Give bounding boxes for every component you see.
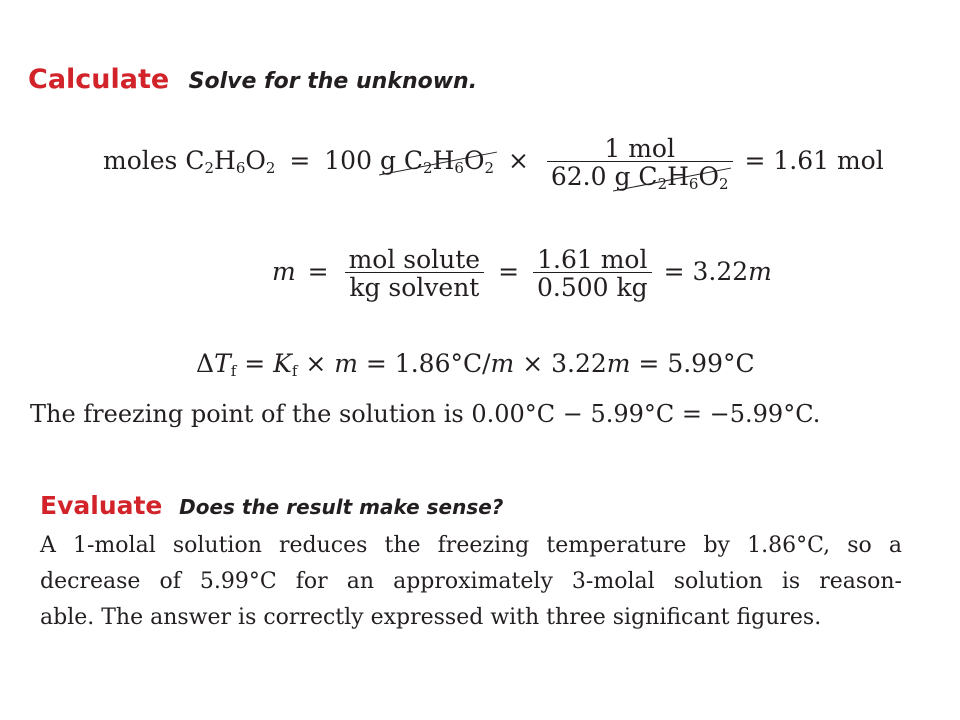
molality-definition-fraction: [345, 247, 485, 300]
equals-sign: =: [498, 257, 520, 286]
fraction-numerator: 1 mol: [604, 134, 675, 163]
denominator-kg-solvent: kg solvent: [345, 272, 485, 300]
evaluate-prompt: Does the result make sense?: [179, 495, 504, 519]
molality-equation: [272, 247, 772, 300]
paragraph-line-3: able. The answer is correctly expressed with three significant figures.: [40, 605, 822, 630]
calculate-label: Calculate: [28, 64, 170, 95]
given-mass: 100 g $C_2H_6O_2$: [324, 146, 494, 177]
molality-values-fraction: [533, 247, 652, 300]
moles-equation: [103, 134, 884, 193]
molality-result: = 3.22m: [663, 257, 772, 286]
molality-symbol: m: [272, 257, 296, 286]
evaluate-heading: [40, 491, 503, 520]
paragraph-line-2: decrease of 5.99°C for an approximately 3-molal solution is reason-: [40, 569, 902, 594]
times-sign: ×: [507, 146, 529, 175]
evaluate-label: Evaluate: [40, 491, 163, 520]
freezing-point-depression-equation: $\Delta T_f = K_f \times m = 1.86^\circ C/m \times 3.22m = 5.99^\circ C$: [196, 349, 755, 380]
equals-sign: =: [307, 257, 329, 286]
calculate-prompt: Solve for the unknown.: [188, 69, 478, 94]
fraction-denominator: 62.0 g $C_2H_6O_2$: [547, 161, 733, 189]
numerator-moles: 1.61 mol: [537, 245, 648, 274]
conversion-fraction: [547, 134, 733, 193]
moles-result: = 1.61 mol: [744, 146, 884, 175]
calculate-heading: [28, 64, 477, 95]
equals-sign: =: [289, 146, 311, 175]
paragraph-line-1: A 1-molal solution reduces the freezing temperature by 1.86°C, so a: [40, 533, 902, 558]
numerator-mol-solute: mol solute: [348, 245, 481, 274]
moles-lhs: moles $C_2H_6O_2$: [103, 146, 276, 177]
denominator-kg: 0.500 kg: [533, 272, 652, 300]
freezing-point-conclusion: The freezing point of the solution is 0.00°C − 5.99°C = −5.99°C.: [30, 400, 821, 428]
evaluate-paragraph: [40, 528, 902, 636]
